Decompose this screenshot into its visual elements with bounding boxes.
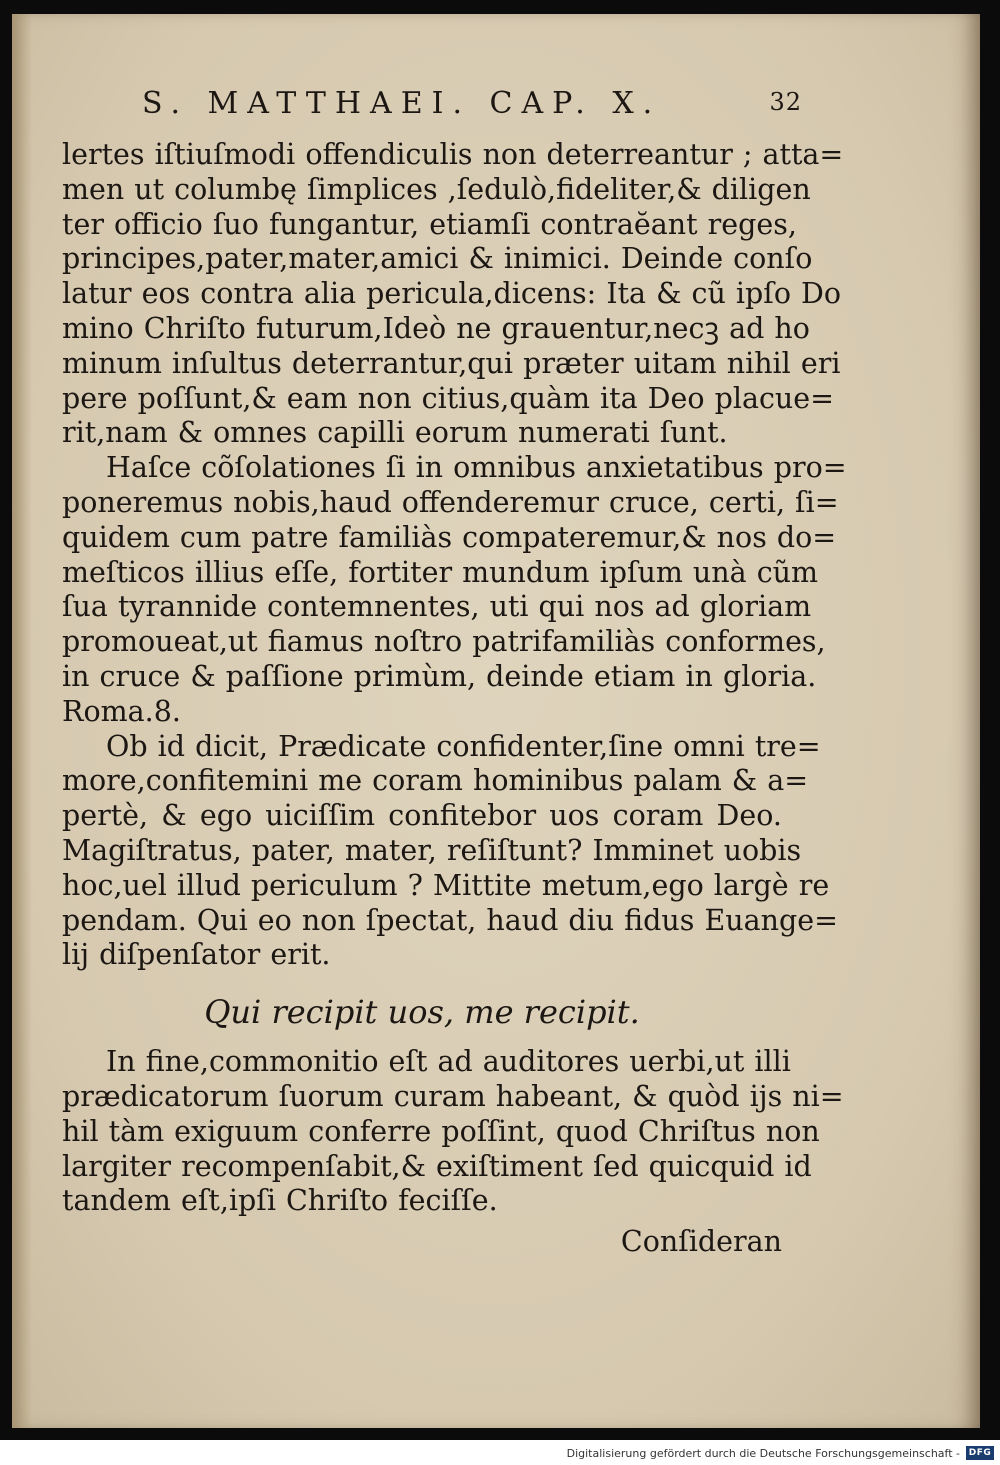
text-line: minum inſultus deterrantur,qui præter uitam nihil eri: [62, 346, 841, 380]
dfg-logo-icon: DFG: [966, 1446, 994, 1460]
running-title: S. MATTHAEI. CAP. X.: [142, 86, 662, 121]
running-head: [142, 86, 802, 130]
text-line: latur eos contra alia pericula,dicens: Ita & cũ ipſo Do: [62, 277, 842, 311]
text-line: pere poſſunt,& eam non citius,quàm ita Deo placue=: [62, 381, 835, 415]
text-line: prædicatorum ſuorum curam habeant, & quòd ijs ni=: [62, 1079, 844, 1113]
funding-credit: Digitalisierung gefördert durch die Deutsche Forschungsgemeinschaft -: [566, 1447, 960, 1460]
text-line: men ut columbę ſimplices ,ſedulò,fideliter,& diligen: [62, 172, 811, 206]
text-line: tandem eſt,ipſi Chriſto feciſſe.: [62, 1184, 498, 1218]
book-page: [12, 14, 980, 1428]
text-line: poneremus nobis,haud offenderemur cruce, certi, ſi=: [62, 485, 839, 519]
text-line: ſua tyrannide contemnentes, uti qui nos ad gloriam: [62, 590, 812, 624]
text-line: hoc,uel illud periculum ? Mittite metum,ego largè re: [62, 868, 830, 902]
text-block: [62, 138, 847, 1261]
text-line: Haſce cõſolationes ſi in omnibus anxietatibus pro=: [106, 451, 847, 485]
text-line: rit,nam & omnes capilli eorum numerati ſunt.: [62, 416, 728, 450]
text-line: in cruce & paſſione primùm, deinde etiam in gloria.: [62, 659, 817, 693]
catchword: Conſideran: [620, 1225, 782, 1259]
section-heading: Qui recipit uos, me recipit.: [204, 993, 640, 1032]
text-line: ter officio ſuo fungantur, etiamſi contraĕant reges,: [62, 207, 797, 241]
text-line: pertè, & ego uiciſſim confitebor uos coram Deo.: [62, 799, 782, 833]
text-line: pendam. Qui eo non ſpectat, haud diu fidus Euange=: [62, 903, 838, 937]
text-line: principes,pater,mater,amici & inimici. Deinde conſo: [62, 242, 813, 276]
text-line: mino Chriſto futurum,Ideò ne grauentur,necꝫ ad ho: [62, 311, 810, 345]
text-line: promoueat,ut fiamus noſtro patrifamiliàs conformes,: [62, 625, 826, 659]
paragraph-1: [62, 138, 844, 451]
text-line: meſticos illius eſſe, fortiter mundum ipſum unà cũm: [62, 555, 819, 589]
page-number: 32: [769, 88, 802, 116]
text-line: hil tàm exiguum conferre poſſint, quod Chriſtus non: [62, 1114, 820, 1148]
page-gutter: [12, 14, 32, 1428]
text-line: In fine,commonitio eſt ad auditores uerbi,ut illi: [106, 1045, 791, 1079]
text-line: lertes iſtiuſmodi offendiculis non deterreantur ; atta=: [62, 138, 844, 171]
text-line: more,confitemini me coram hominibus palam & a=: [62, 764, 809, 798]
paragraph-3: [62, 729, 838, 974]
paragraph-2: [62, 451, 847, 729]
text-line: Roma.8.: [62, 694, 181, 728]
text-line: largiter recompenſabit,& exiſtiment ſed quicquid id: [62, 1149, 812, 1183]
footer-bar: [0, 1442, 1000, 1465]
text-line: Ob id dicit, Prædicate confidenter,ſine omni tre=: [106, 729, 821, 763]
text-line: quidem cum patre familiàs compateremur,& nos do=: [62, 520, 837, 554]
text-line: Magiſtratus, pater, mater, reſiſtunt? Imminet uobis: [62, 833, 802, 867]
paragraph-4: [62, 1045, 844, 1219]
text-line: lij diſpenſator erit.: [62, 938, 331, 972]
